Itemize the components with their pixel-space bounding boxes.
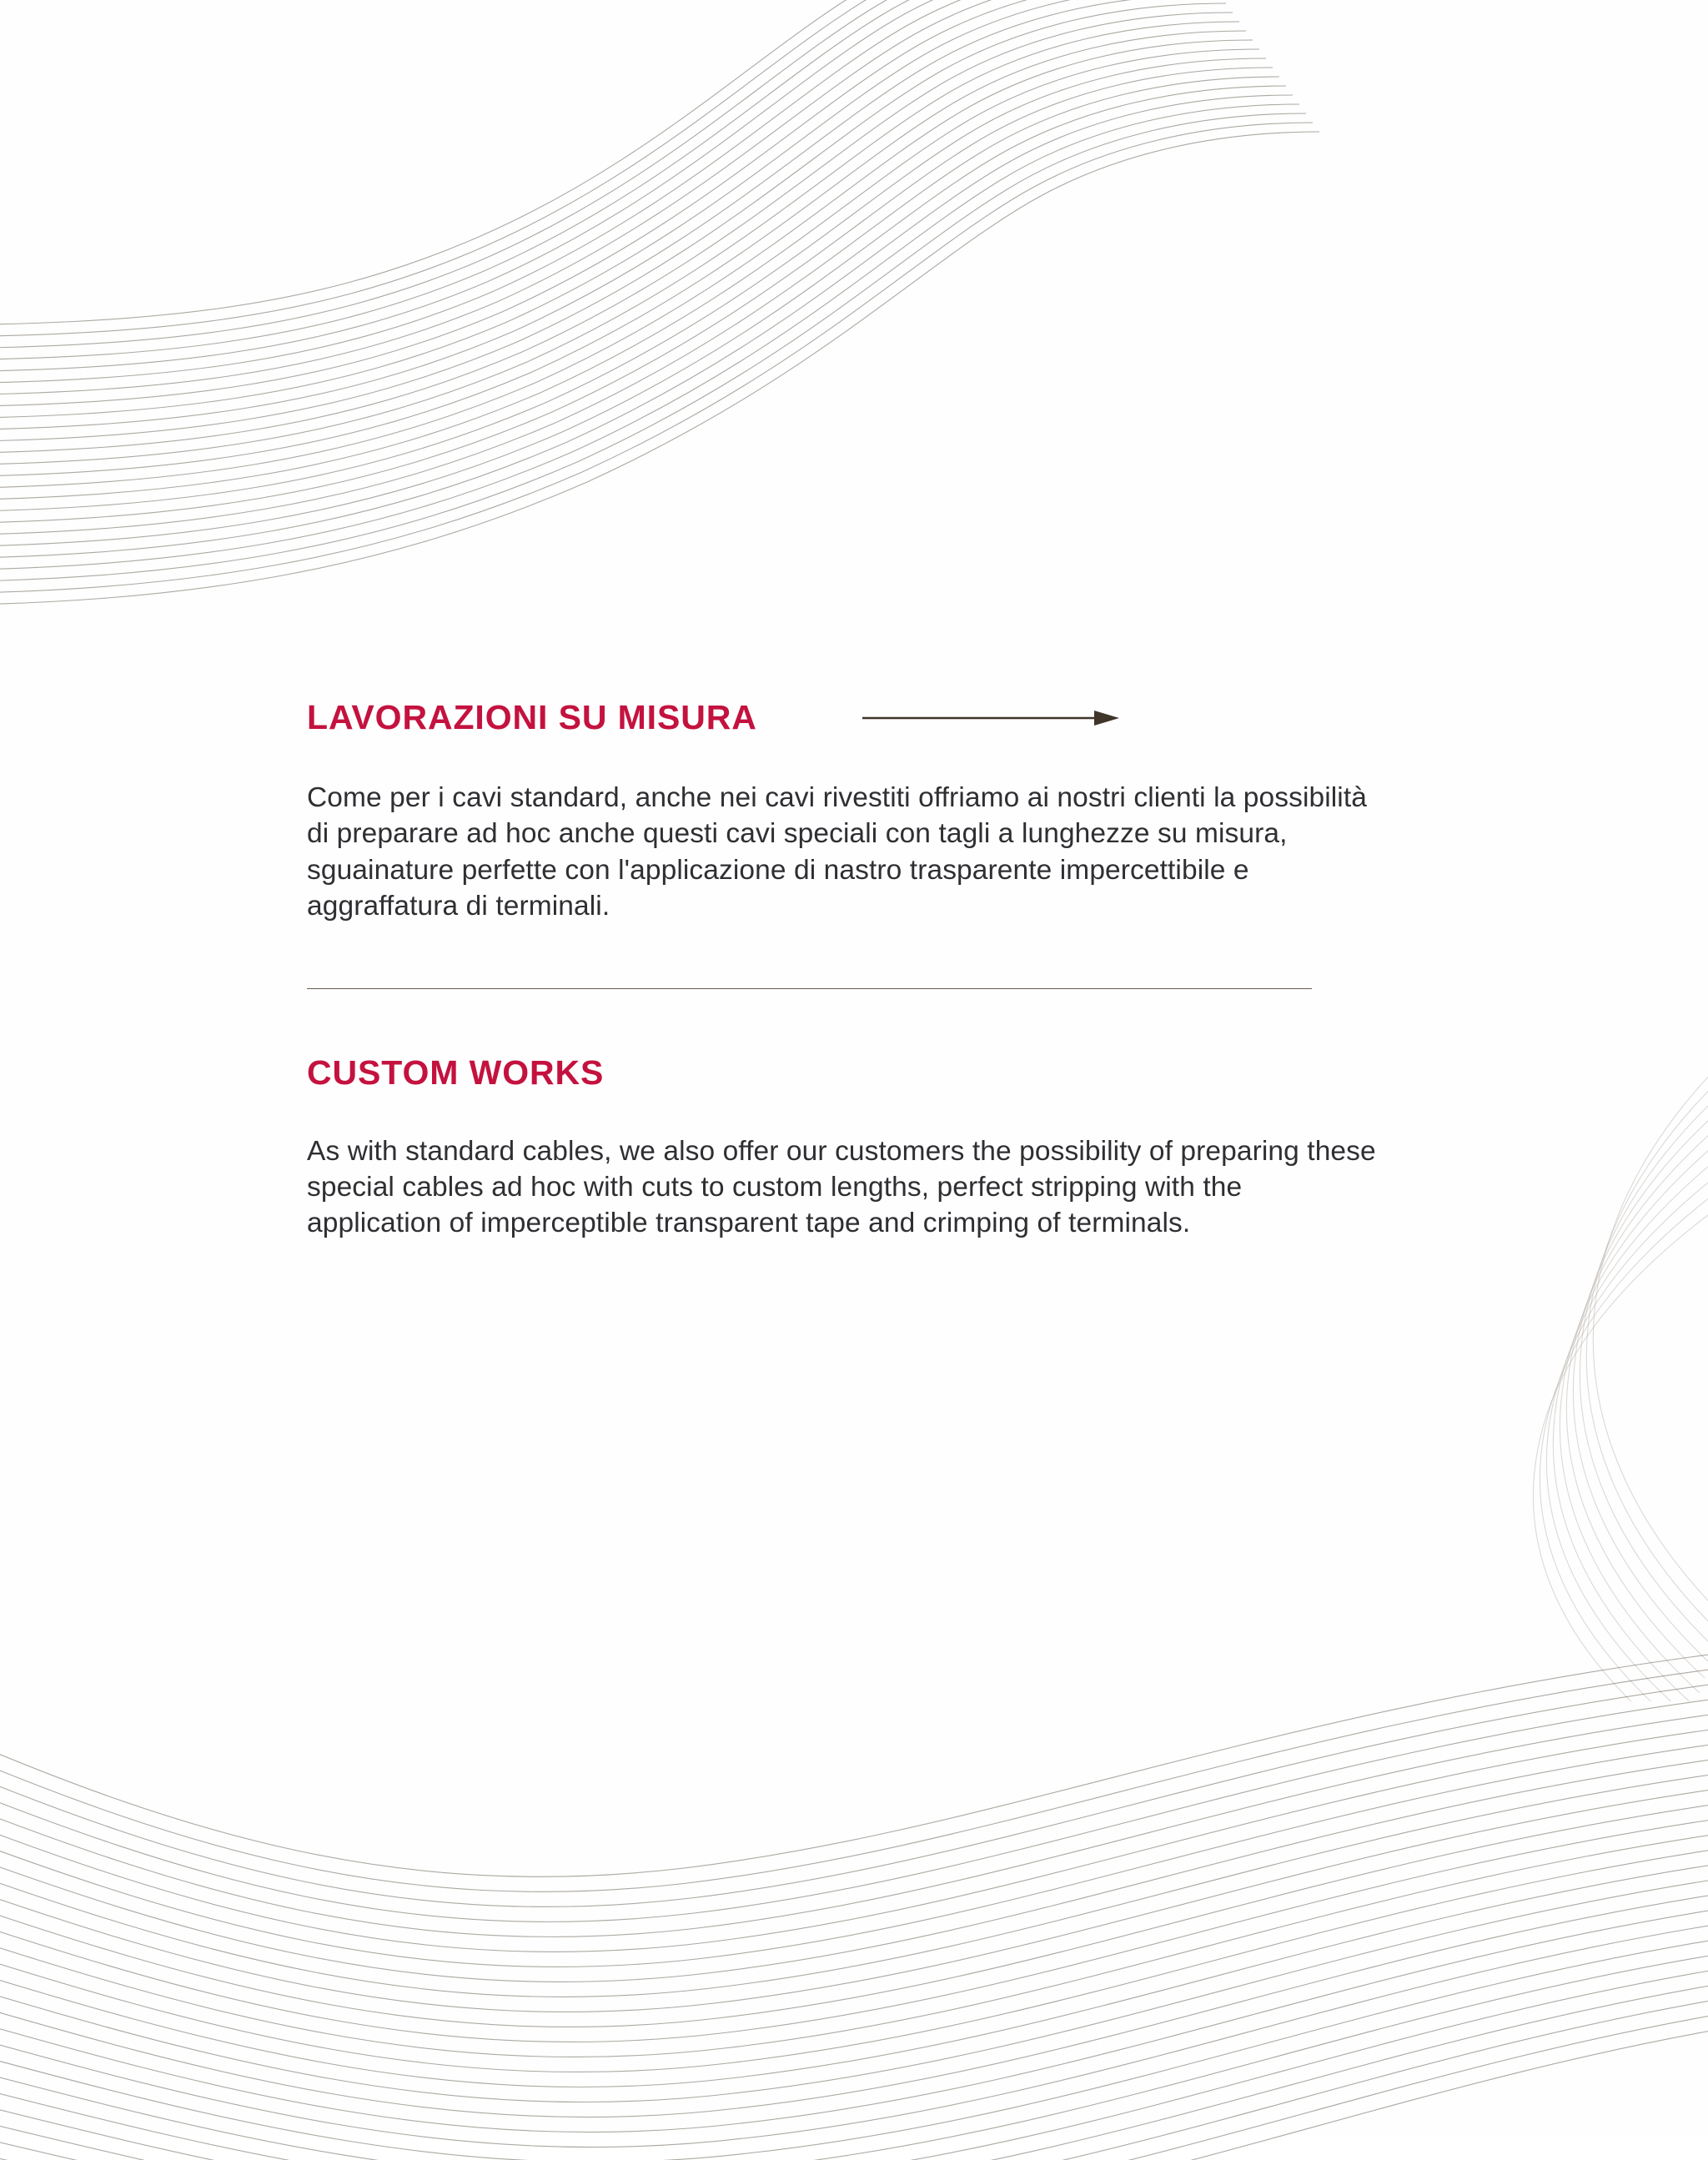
page-content xyxy=(307,699,1383,1242)
flowing-line-pattern-top xyxy=(0,0,1434,659)
page-title-italian: LAVORAZIONI SU MISURA xyxy=(307,698,757,736)
section-custom-works xyxy=(307,1054,1383,1242)
body-text-english: As with standard cables, we also offer our customers the possibility of preparing these special cables ad hoc with cuts to custom lengths, perfect stripping with the application of imperceptible transparent tape and crimping of terminals. xyxy=(307,1135,1376,1239)
flowing-line-pattern-right xyxy=(1374,984,1708,1701)
section-lavorazioni-su-misura xyxy=(307,699,1383,925)
section-divider xyxy=(307,988,1312,989)
body-text-italian: Come per i cavi standard, anche nei cavi rivestiti offriamo ai nostri clienti la possibilità di preparare ad hoc anche questi cavi speciali con tagli a lunghezze su misura, sguainature perfette con l'applicazione di nastro trasparente impercettibile e aggraffatura di terminali. xyxy=(307,782,1367,922)
page-title-english: CUSTOM WORKS xyxy=(307,1052,605,1092)
flowing-line-pattern-bottom xyxy=(0,1626,1708,2160)
arrow-right-icon xyxy=(862,707,1121,729)
section-header-english xyxy=(307,1054,1383,1092)
section-header-italian xyxy=(307,699,1383,736)
